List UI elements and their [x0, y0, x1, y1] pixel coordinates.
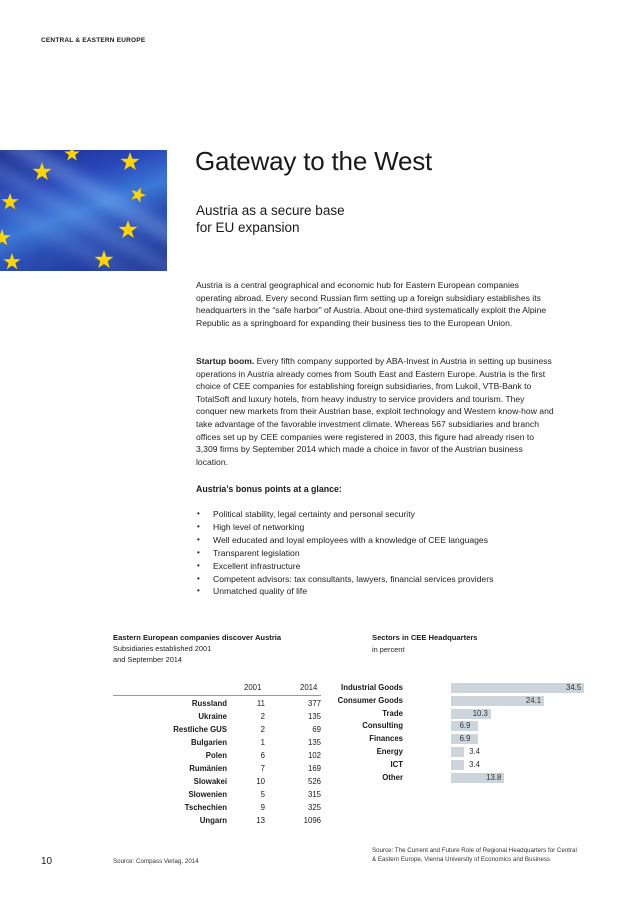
bar-value-label: 3.4: [469, 759, 480, 769]
table-source: Source: Compass Verlag, 2014: [113, 858, 199, 865]
subtitle-line-2: for EU expansion: [196, 220, 300, 235]
bar: [451, 683, 584, 693]
table-row: [113, 764, 321, 777]
bar-value-label: 10.3: [472, 708, 488, 718]
value-2001: 13: [256, 816, 265, 825]
list-item: [196, 534, 493, 547]
bonus-points-heading: Austria’s bonus points at a glance:: [196, 484, 342, 494]
value-2014: 135: [307, 738, 321, 747]
list-item: [196, 521, 493, 534]
bar-value-label: 13.8: [486, 772, 502, 782]
list-item-text: High level of networking: [213, 521, 305, 532]
table-row: [113, 816, 321, 829]
table-row: [113, 790, 321, 803]
table-row: [113, 699, 321, 712]
bullet-icon: •: [197, 560, 200, 570]
table-subtitle-line-1: Subsidiaries established 2001: [113, 644, 212, 653]
table-row: [113, 725, 321, 738]
bonus-points-list: [196, 508, 493, 598]
list-item-text: Political stability, legal certainty and personal security: [213, 509, 415, 519]
list-item-text: Excellent infrastructure: [213, 560, 301, 571]
value-2014: 526: [307, 777, 321, 786]
value-2014: 69: [312, 725, 321, 734]
bar-category-label: Industrial Goods: [341, 683, 403, 692]
bar-value-label: 6.9: [459, 734, 471, 744]
page-number: 10: [41, 856, 53, 867]
column-header-2014: 2014: [300, 683, 318, 692]
value-2001: 11: [256, 699, 265, 708]
section-label: CENTRAL & EASTERN EUROPE: [41, 37, 146, 44]
bar-category-label: Energy: [376, 746, 403, 756]
bar: [451, 760, 464, 770]
country-name: Slowakei: [193, 777, 227, 786]
startup-boom-paragraph: [196, 355, 556, 468]
value-2014: 102: [307, 751, 321, 760]
chart-subtitle: in percent: [372, 645, 405, 654]
table-title: Eastern European companies discover Austria: [113, 633, 282, 642]
paragraph-body: Every fifth company supported by ABA-Invest in Austria in setting up business operations in Austria already comes from South East and Eastern Europe. Austria is the first choice of CEE companies for establishing foreign subsidiaries, from Lukoil, VTB-Bank to TotalSoft and luxury hotels, from heavy industry to service providers and tourism. They conquer new markets from their Austrian base, exploit technology and Western know-how and take advantage of the favorable investment climate. Whereas 567 subsidiaries and branch offices set up by CEE companies were registered in 2003, this figure had already risen to 3,309 firms by September 2014 which made a choice in favor of the Austrian business location.: [196, 356, 554, 467]
value-2001: 2: [260, 725, 265, 734]
value-2001: 7: [260, 764, 265, 773]
page-title: Gateway to the West: [195, 146, 433, 176]
bar-row: [360, 772, 600, 785]
table-body: [113, 699, 321, 829]
list-item: [196, 508, 493, 521]
bullet-icon: •: [197, 509, 200, 518]
value-2014: 325: [307, 803, 321, 812]
country-name: Restliche GUS: [173, 725, 227, 734]
list-item: [196, 573, 493, 586]
country-name: Ungarn: [199, 816, 227, 825]
table-row: [113, 751, 321, 764]
country-name: Polen: [205, 751, 227, 760]
list-item-text: Well educated and loyal employees with a knowledge of CEE languages: [213, 534, 489, 545]
eu-flag-image: [0, 150, 167, 271]
value-2001: 9: [260, 803, 265, 812]
country-name: Rumänien: [189, 764, 227, 773]
value-2001: 10: [256, 777, 265, 786]
table-divider: [113, 695, 321, 696]
bullet-icon: •: [197, 521, 200, 531]
value-2001: 1: [260, 738, 265, 747]
value-2001: 2: [260, 712, 265, 721]
bullet-icon: •: [197, 547, 200, 557]
value-2001: 6: [260, 751, 265, 760]
table-row: [113, 712, 321, 725]
bar-category-label: Consulting: [362, 721, 403, 731]
bullet-icon: •: [197, 586, 200, 596]
bar-row: [360, 746, 600, 759]
flag-stars-icon: [0, 150, 167, 271]
list-item-text: Competent advisors: tax consultants, lawyers, financial services providers: [213, 573, 494, 584]
value-2014: 1096: [303, 816, 321, 825]
bar-row: [360, 720, 600, 733]
bar-row: [360, 733, 600, 746]
bar-value-label: 24.1: [525, 695, 542, 705]
sectors-bar-chart: [337, 682, 600, 784]
bar-value-label: 6.9: [459, 721, 471, 731]
bullet-icon: •: [197, 534, 200, 544]
country-name: Bulgarien: [191, 738, 227, 747]
table-row: [113, 803, 321, 816]
bar: [451, 747, 464, 757]
country-name: Tschechien: [184, 803, 227, 812]
value-2014: 169: [307, 764, 321, 773]
bullet-icon: •: [197, 573, 200, 583]
value-2014: 377: [307, 699, 321, 708]
bar-row: [360, 708, 600, 721]
list-item-text: Transparent legislation: [213, 547, 300, 558]
value-2001: 5: [260, 790, 265, 799]
chart-source: Source: The Current and Future Role of Regional Headquarters for Central & Eastern Europe, Vienna University of Economics and Business: [372, 847, 577, 863]
bar-category-label: Finances: [369, 734, 403, 744]
table-row: [113, 777, 321, 790]
bar-value-label: 34.5: [566, 683, 582, 692]
page-subtitle: [196, 202, 345, 236]
table-subtitle: [113, 644, 211, 665]
table-row: [113, 738, 321, 751]
bar-row: [360, 759, 600, 772]
country-name: Slowenien: [188, 790, 227, 799]
country-name: Russland: [191, 699, 227, 708]
bar-category-label: Trade: [382, 708, 403, 718]
table-subtitle-line-2: and September 2014: [113, 654, 183, 664]
subtitle-line-1: Austria as a secure base: [196, 203, 345, 218]
list-item-text: Unmatched quality of life: [213, 586, 308, 597]
list-item: [196, 560, 493, 573]
bar-row: [341, 682, 600, 695]
paragraph-lead: Startup boom.: [196, 356, 255, 366]
value-2014: 315: [307, 790, 321, 799]
country-name: Ukraine: [198, 712, 227, 721]
bar-category-label: Other: [382, 772, 403, 782]
bar-category-label: ICT: [390, 759, 403, 769]
bar-row: [337, 695, 600, 708]
bar-category-label: Consumer Goods: [337, 695, 403, 705]
intro-paragraph: Austria is a central geographical and economic hub for Eastern European companies operating abroad. Every second Russian firm setting up a foreign subsidiary establishes its headquarters in the “safe harbor” of Austria. About one-third systematically exploit the Alpine Republic as a springboard for expanding their business ties to the European Union.: [196, 280, 547, 328]
column-header-2001: 2001: [244, 683, 262, 692]
list-item: [196, 585, 493, 598]
value-2014: 135: [307, 712, 321, 721]
list-item: [196, 547, 493, 560]
bar-value-label: 3.4: [469, 746, 480, 756]
chart-title: Sectors in CEE Headquarters: [372, 633, 478, 642]
